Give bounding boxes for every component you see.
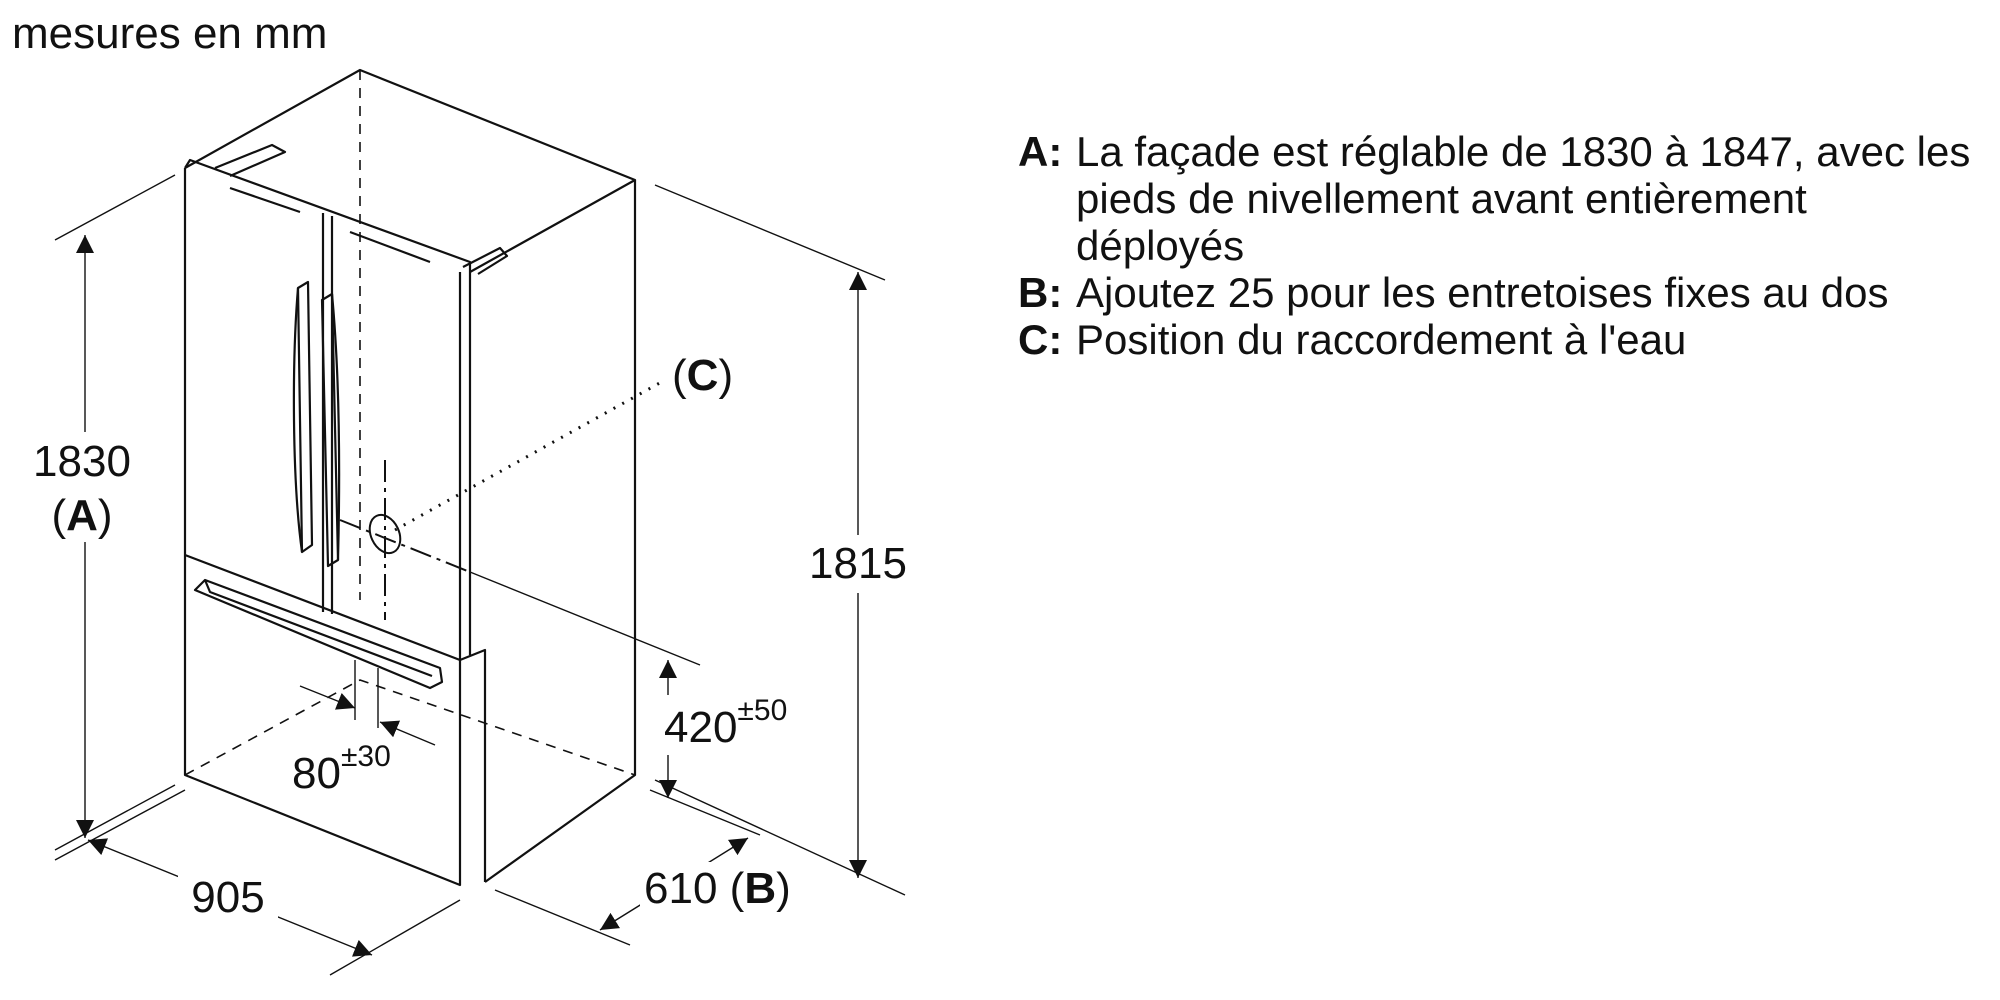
water-height-label: $420^{\pm 50}$: [664, 694, 788, 752]
hidden-lines: [185, 70, 635, 775]
height-front-ref: (A): [51, 491, 113, 540]
height-back-label: 1815: [809, 539, 907, 588]
water-connection-marker: [340, 380, 665, 620]
legend-key: A:: [1018, 128, 1063, 175]
legend-text: La façade est réglable de 1830 à 1847, avec les pieds de nivellement avant entièrement déployés: [1076, 128, 1971, 269]
water-offset-label: $80^{\pm 30}$: [292, 740, 391, 798]
water-connection-ref: (C): [672, 351, 734, 400]
dim-water-height: [470, 572, 700, 798]
legend-item-c: [1018, 316, 1978, 363]
height-front-label: 1830: [33, 437, 131, 486]
fridge-body: [185, 70, 635, 885]
depth-label: 610 (B): [644, 864, 791, 913]
legend-key: C:: [1018, 316, 1063, 363]
units-note: mesures en mm: [12, 9, 328, 58]
width-label: 905: [191, 873, 265, 922]
legend: [1018, 128, 1978, 363]
legend-item-b: [1018, 269, 1978, 316]
legend-key: B:: [1018, 269, 1063, 316]
dim-water-offset: [300, 660, 435, 745]
legend-item-a: [1018, 128, 1978, 269]
legend-text: Position du raccordement à l'eau: [1076, 316, 1687, 363]
legend-text: Ajoutez 25 pour les entretoises fixes au dos: [1076, 269, 1889, 316]
